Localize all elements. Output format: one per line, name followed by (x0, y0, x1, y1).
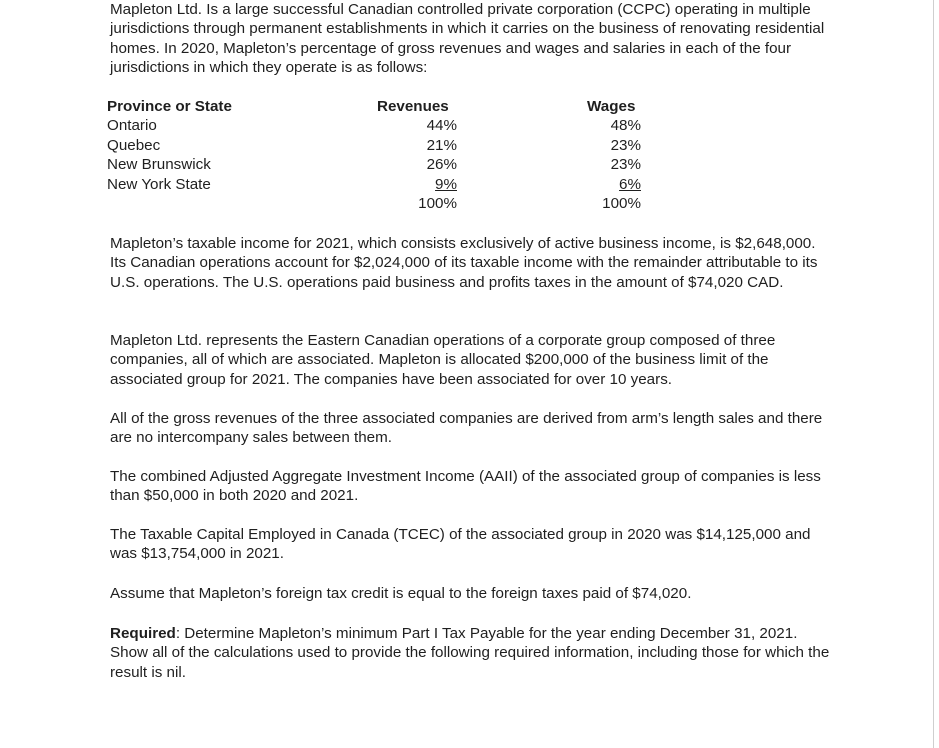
page-edge (933, 0, 934, 748)
row-revenues: 9% (435, 175, 457, 193)
paragraph-taxable-income: Mapleton’s taxable income for 2021, which consists exclusively of active business income, is $2,648,000. Its Canadian operations account for $2,024,000 of its taxable income with the remainder attributable to its U.S. operations. The U.S. operations paid business and profits taxes in the amount of $74,020 CAD. (110, 235, 818, 291)
row-wages: 23% (610, 156, 641, 174)
header-revenues: Revenues (377, 98, 449, 115)
row-wages: 23% (610, 136, 641, 154)
paragraph-aaii: The combined Adjusted Aggregate Investment Income (AAII) of the associated group of companies is less than $50,000 in both 2020 and 2021. (110, 468, 821, 505)
total-wages: 100% (602, 195, 641, 212)
row-province: Ontario (107, 117, 157, 135)
row-revenues: 21% (426, 136, 457, 154)
total-revenues: 100% (418, 195, 457, 212)
paragraph-associated-group: Mapleton Ltd. represents the Eastern Canadian operations of a corporate group composed of three companies, all of which are associated. Mapleton is allocated $200,000 of the business limit of the associated group for 2021. The companies have been associated for over 10 years. (110, 332, 776, 388)
required-text: : Determine Mapleton’s minimum Part I Tax Payable for the year ending December 31, 2021. Show all of the calculations used to provide the following required information, including those for which the result is nil. (110, 625, 830, 681)
header-province: Province or State (107, 98, 232, 115)
required-label: Required (110, 625, 176, 642)
row-wages: 48% (610, 117, 641, 135)
row-province: Quebec (107, 136, 161, 154)
row-revenues: 44% (426, 117, 457, 135)
paragraph-tcec: The Taxable Capital Employed in Canada (TCEC) of the associated group in 2020 was $14,125,000 and was $13,754,000 in 2021. (110, 526, 811, 563)
paragraph-gross-revenues: All of the gross revenues of the three associated companies are derived from arm’s length sales and there are no intercompany sales between them. (110, 410, 823, 447)
row-province: New Brunswick (107, 156, 211, 174)
row-province: New York State (107, 175, 211, 193)
row-revenues: 26% (426, 156, 457, 174)
intro-paragraph: Mapleton Ltd. Is a large successful Canadian controlled private corporation (CCPC) operating in multiple jurisdictions through permanent establishments in which it carries on the business of renovating residential homes. In 2020, Mapleton’s percentage of gross revenues and wages and salaries in each of the four jurisdictions in which they operate is as follows: (110, 1, 825, 77)
row-wages: 6% (619, 175, 641, 193)
required-paragraph (110, 624, 830, 682)
jurisdiction-table (107, 97, 667, 215)
header-wages: Wages (587, 98, 636, 115)
paragraph-foreign-tax-credit: Assume that Mapleton’s foreign tax credit is equal to the foreign taxes paid of $74,020. (110, 585, 692, 602)
